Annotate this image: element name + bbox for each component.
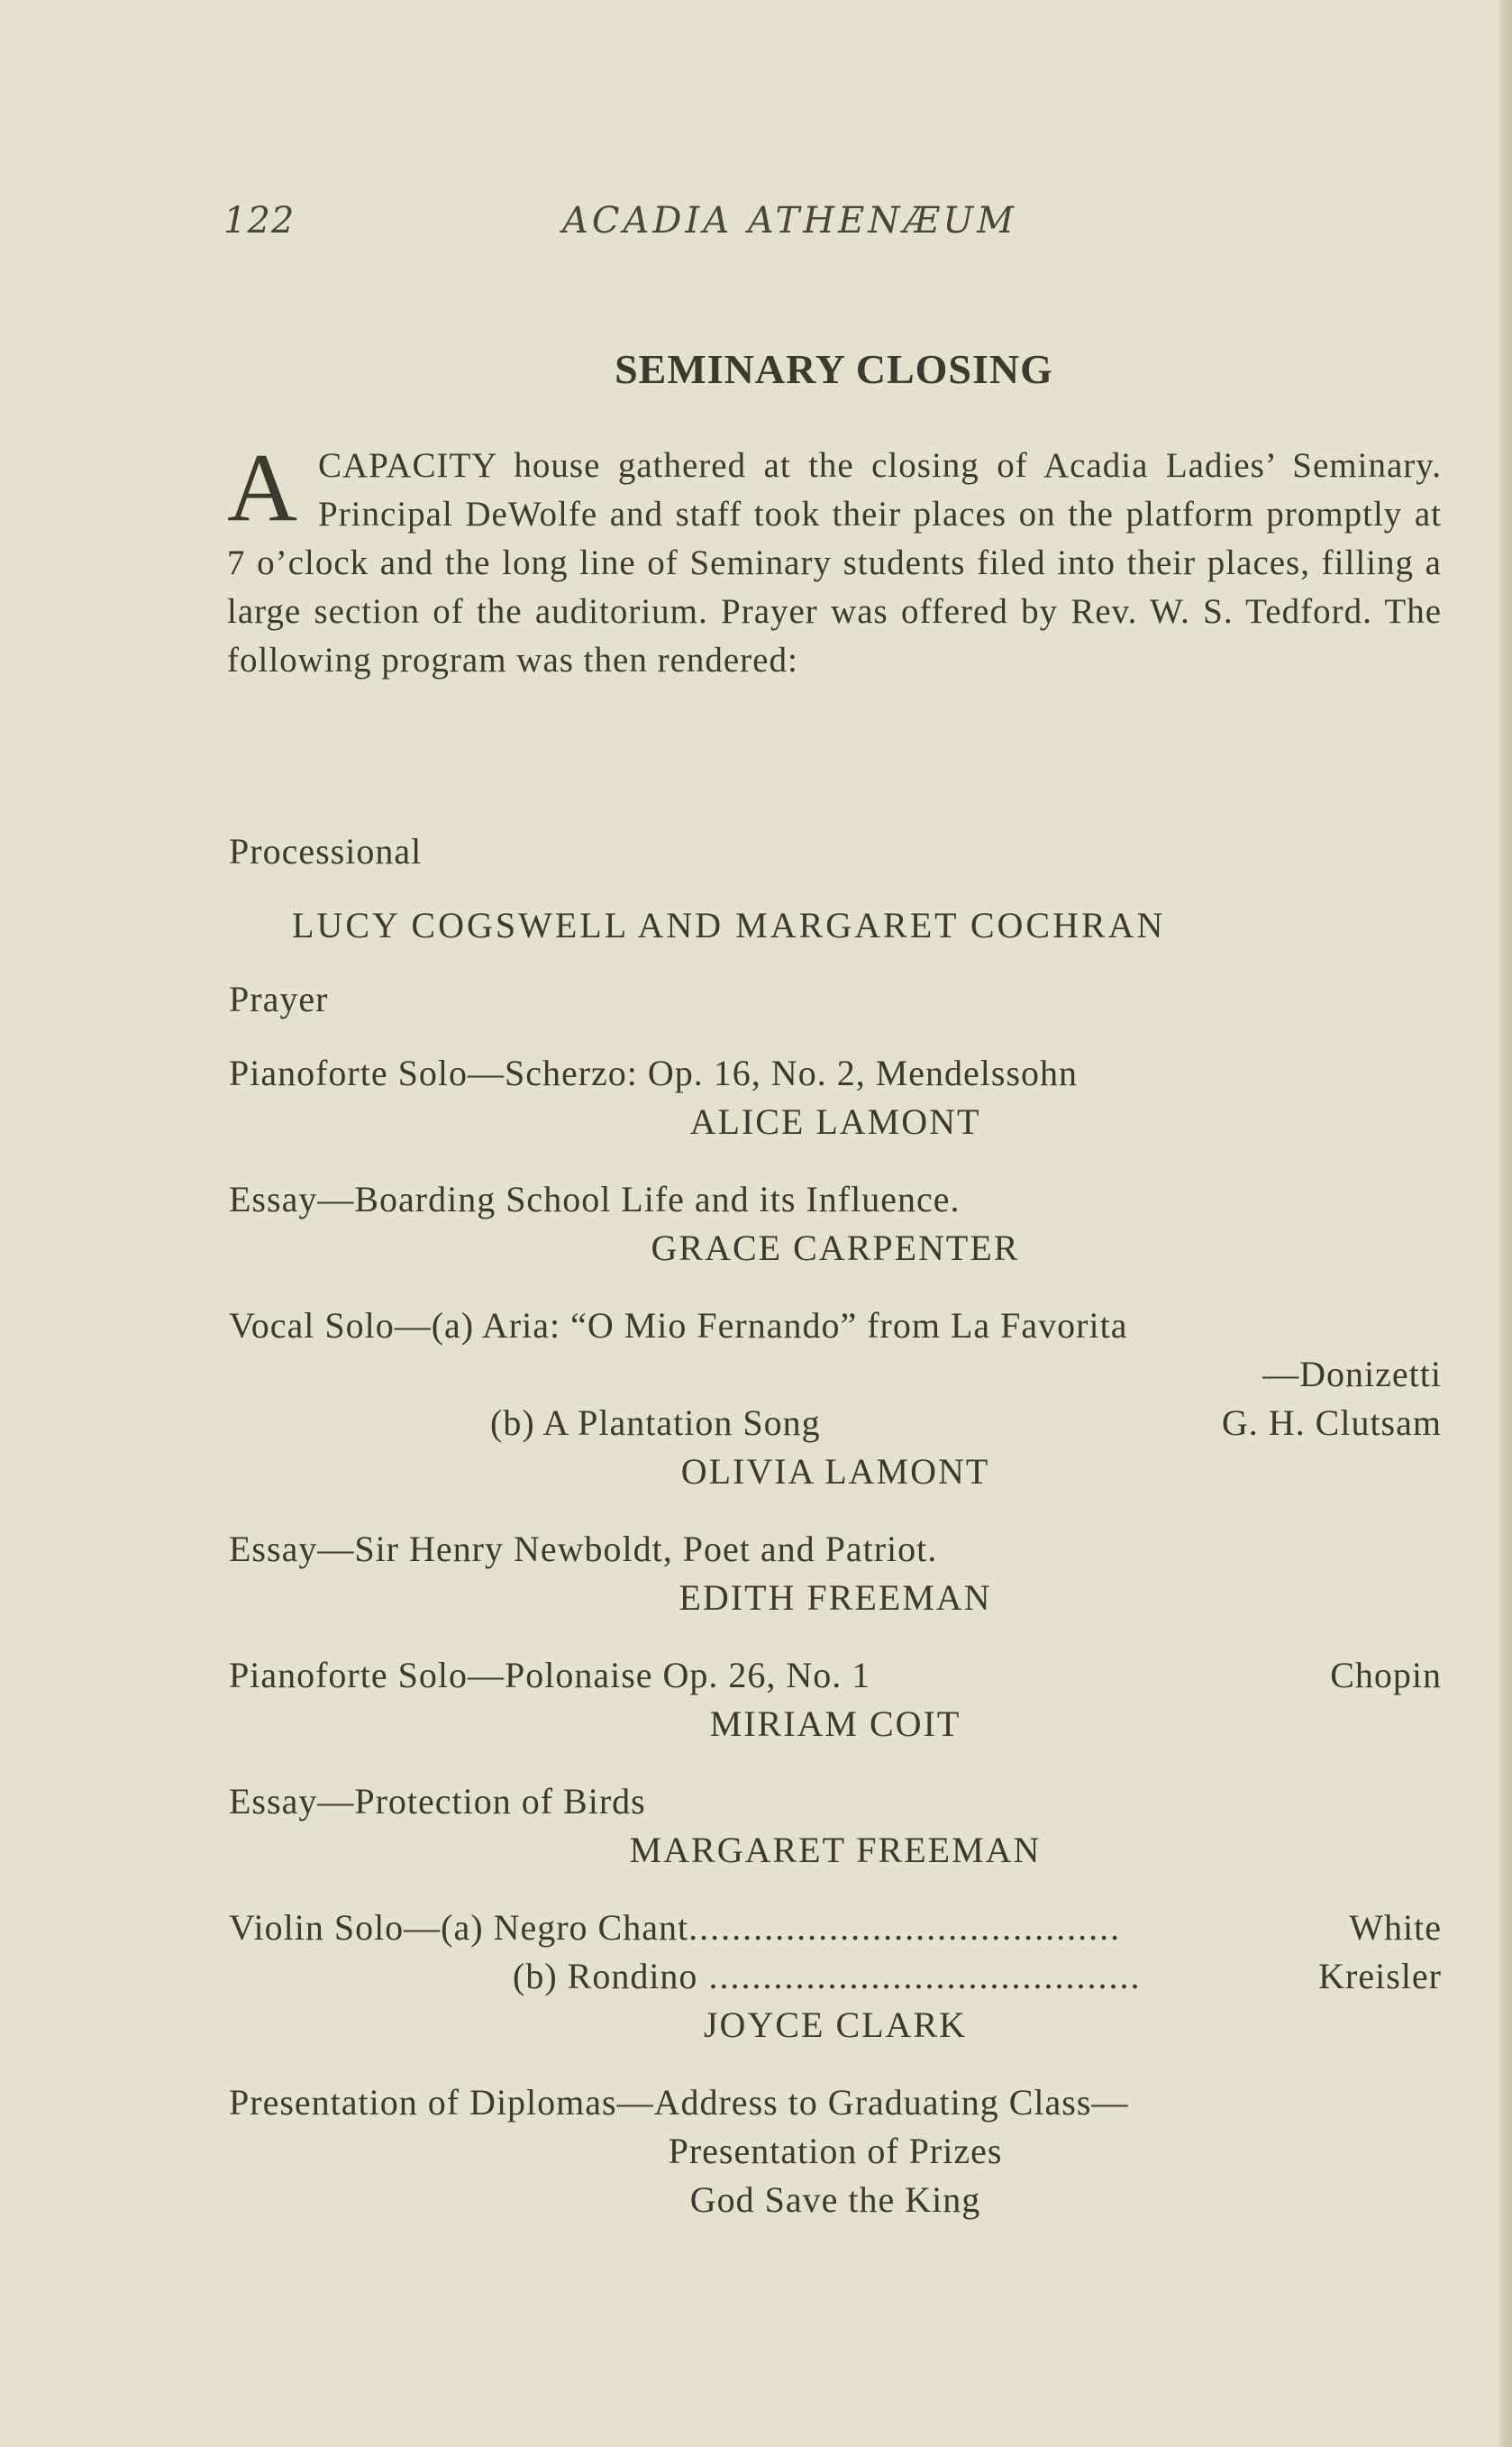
intro-paragraph xyxy=(227,434,1442,685)
program-item-closing: God Save the King xyxy=(689,2179,981,2220)
intro-text: CAPACITY house gathered at the closing of Acadia Ladies’ Seminary. Principal DeWolfe and staff took their places on the platform promptly at 7 o’clock and the long line of Seminary students filed into their places, filling a large section of the auditorium. Prayer was offered by Rev. W. S. Tedford. The following program was then rendered: xyxy=(227,446,1442,680)
program-item-essay-3: Essay—Protection of Birds xyxy=(229,1781,646,1822)
program-item-essay-1: Essay—Boarding School Life and its Influence. xyxy=(229,1179,961,1219)
violin-a-title: Violin Solo—(a) Negro Chant xyxy=(229,1907,689,1948)
performer-processional: LUCY COGSWELL AND MARGARET COCHRAN xyxy=(292,905,1166,945)
program-item-vocal-solo-a: Vocal Solo—(a) Aria: “O Mio Fernando” from La Favorita xyxy=(229,1305,1128,1346)
pianoforte-2-title: Pianoforte Solo—Polonaise Op. 26, No. 1 xyxy=(229,1655,871,1695)
journal-title: ACADIA ATHENÆUM xyxy=(562,200,1018,242)
program-item-vocal-solo-composer: —Donizetti xyxy=(1262,1354,1442,1394)
violin-b-title: (b) Rondino xyxy=(513,1956,698,1996)
program-item-pianoforte-solo-2 xyxy=(229,1651,1442,1700)
performer-pianoforte-1: ALICE LAMONT xyxy=(689,1101,981,1142)
page-edge xyxy=(1499,0,1512,2447)
performer-vocal: OLIVIA LAMONT xyxy=(680,1451,990,1492)
leader-dots: ........................................ xyxy=(688,1907,1122,1948)
performer-essay-3: MARGARET FREEMAN xyxy=(629,1830,1042,1870)
running-head xyxy=(223,200,1079,245)
violin-b-composer: Kreisler xyxy=(1318,1956,1442,1996)
drop-cap: A xyxy=(227,434,298,542)
vocal-b-title: (b) A Plantation Song xyxy=(490,1402,821,1443)
section-title: SEMINARY CLOSING xyxy=(615,346,1053,392)
program-item-processional: Processional xyxy=(229,831,423,872)
program-item-violin-solo-b xyxy=(229,1952,1442,2001)
program-item-vocal-solo-b xyxy=(229,1399,1442,1447)
performer-essay-2: EDITH FREEMAN xyxy=(679,1577,992,1618)
page-number: 122 xyxy=(223,200,296,242)
program-item-prayer: Prayer xyxy=(229,979,329,1019)
performer-violin: JOYCE CLARK xyxy=(703,2004,968,2045)
violin-a-composer: White xyxy=(1349,1907,1442,1948)
performer-pianoforte-2: MIRIAM COIT xyxy=(709,1703,961,1744)
vocal-b-composer: G. H. Clutsam xyxy=(1221,1402,1442,1443)
program-item-essay-2: Essay—Sir Henry Newboldt, Poet and Patriot. xyxy=(229,1529,938,1569)
program-item-pianoforte-solo-1: Pianoforte Solo—Scherzo: Op. 16, No. 2, Mendelssohn xyxy=(229,1053,1079,1093)
pianoforte-2-composer: Chopin xyxy=(1330,1655,1442,1695)
program-item-violin-solo-a xyxy=(229,1904,1442,1952)
program-item-presentation-prizes: Presentation of Prizes xyxy=(668,2131,1003,2171)
leader-dots: ........................................ xyxy=(697,1956,1142,1996)
program-item-presentation-diplomas: Presentation of Diplomas—Address to Graduating Class— xyxy=(229,2082,1129,2123)
performer-essay-1: GRACE CARPENTER xyxy=(651,1228,1020,1268)
program-list xyxy=(229,827,1442,2224)
